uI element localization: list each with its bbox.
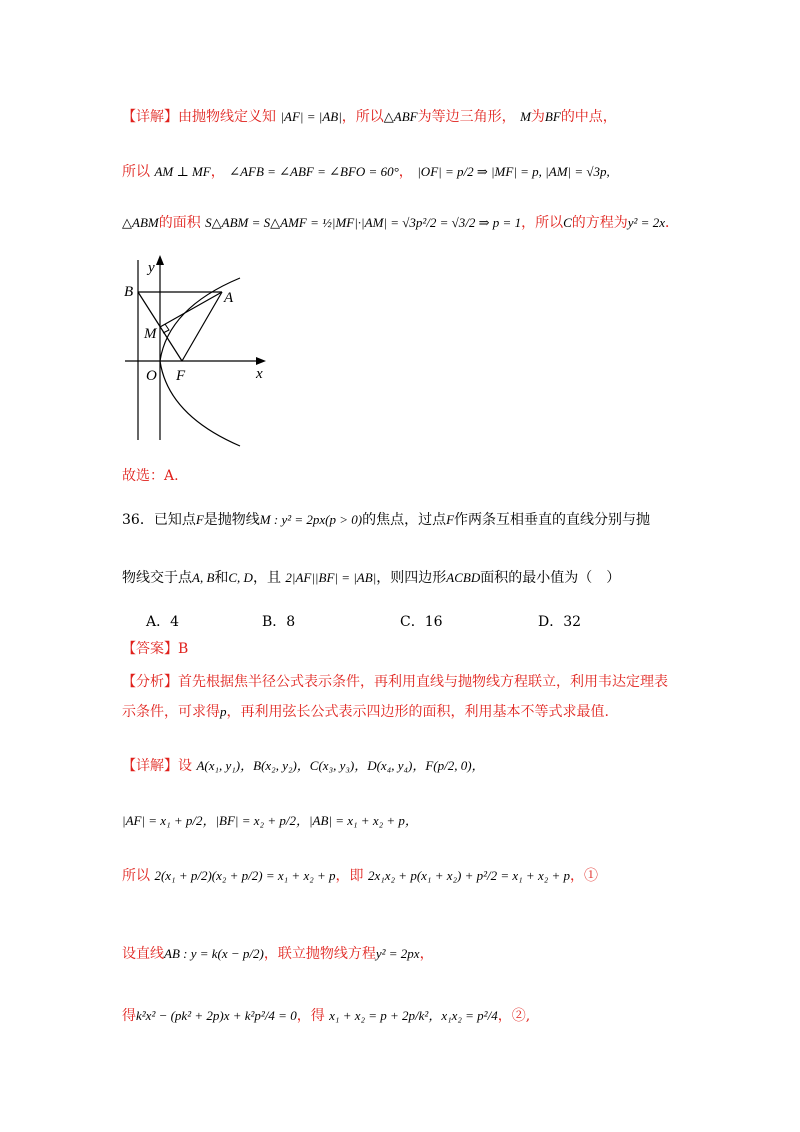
formula: y² = 2x bbox=[627, 215, 665, 230]
option-d: D．32 bbox=[538, 614, 582, 630]
x-axis-arrow bbox=[256, 357, 266, 365]
formula: F bbox=[195, 512, 204, 527]
formula: BF bbox=[544, 109, 561, 124]
option-b: B．8 bbox=[262, 614, 296, 630]
formula: |AF| = |AB| bbox=[280, 109, 342, 124]
formula: AM ⊥ MF bbox=[154, 164, 211, 179]
option-a: A．4 bbox=[146, 614, 180, 630]
label-x: x bbox=[256, 366, 263, 382]
formula: |AF| = x₁ + p/2，|BF| = x₂ + p/2，|AB| = x₁ + x₂ + p， bbox=[122, 813, 418, 828]
label-M: M bbox=[144, 326, 157, 342]
formula: C, D bbox=[228, 570, 253, 585]
answer-line: 【答案】B bbox=[122, 641, 189, 657]
formula: k²x² − (pk² + 2p)x + k²p²/4 = 0 bbox=[136, 1008, 297, 1023]
formula: A, B bbox=[192, 570, 215, 585]
formula: x₁ + x₂ = p + 2p/k²，x₁x₂ = p²/4 bbox=[329, 1008, 498, 1023]
segment-AF bbox=[182, 292, 222, 361]
formula: C bbox=[563, 215, 572, 230]
formula: 2(x₁ + p/2)(x₂ + p/2) = x₁ + x₂ + p bbox=[154, 868, 336, 883]
formula: ACBD bbox=[446, 570, 481, 585]
formula: M : y² = 2px(p > 0) bbox=[259, 512, 363, 527]
label-F: F bbox=[176, 368, 186, 384]
formula: △ABM bbox=[122, 215, 159, 230]
analysis-line-1: 【分析】首先根据焦半径公式表示条件，再利用直线与抛物线方程联立，利用韦达定理表 bbox=[122, 674, 668, 690]
detail-line-1: 【详解】由抛物线定义知 |AF| = |AB|，所以△ABF为等边三角形， M为BF的中点， bbox=[122, 109, 617, 125]
formula: M bbox=[520, 109, 531, 124]
y-axis-arrow bbox=[156, 255, 164, 265]
detail-tag: 【详解】 bbox=[122, 109, 178, 125]
label-A: A bbox=[224, 290, 234, 306]
option-c: C．16 bbox=[400, 614, 443, 630]
label-O: O bbox=[146, 368, 157, 384]
detail-line-3: △ABM的面积 S△ABM = S△AMF = ½|MF|·|AM| = √3p²/2 = √3/2 ⇒ p = 1，所以C的方程为y² = 2x． bbox=[122, 215, 679, 231]
label-B: B bbox=[124, 284, 134, 300]
formula: y² = 2px bbox=[375, 946, 420, 961]
detail-tag: 【详解】 bbox=[122, 758, 178, 774]
choice-line: 故选：A. bbox=[122, 468, 179, 484]
question-36-line-1: 36．已知点F是抛物线M : y² = 2px(p > 0)的焦点，过点F作两条互相垂直的直线分别与抛 bbox=[122, 512, 651, 528]
analysis-line-2: 示条件，可求得p，再利用弦长公式表示四边形的面积，利用基本不等式求最值. bbox=[122, 704, 609, 720]
detail-36-line-2 bbox=[122, 811, 418, 831]
formula: p bbox=[220, 704, 227, 719]
formula: AB : y = k(x − p/2) bbox=[164, 946, 264, 961]
formula: ∠AFB = ∠ABF = ∠BFO = 60° bbox=[229, 164, 399, 179]
segment-AM bbox=[160, 292, 222, 327]
formula: S△ABM = S△AMF = ½|MF|·|AM| = √3p²/2 = √3/2 ⇒ p = 1 bbox=[205, 215, 522, 230]
formula: 2x₁x₂ + p(x₁ + x₂) + p²/2 = x₁ + x₂ + p bbox=[367, 868, 571, 883]
detail-36-line-4: 设直线AB : y = k(x − p/2)，联立抛物线方程y² = 2px， bbox=[122, 946, 434, 962]
formula: |OF| = p/2 ⇒ |MF| = p, |AM| = √3p, bbox=[417, 164, 610, 179]
formula: F bbox=[446, 512, 455, 527]
detail-36-line-1: 【详解】设 A(x₁, y₁)，B(x₂, y₂)，C(x₃, y₃)，D(x₄, y₄)，F(p/2, 0)， bbox=[122, 758, 485, 774]
detail-line-2: 所以 AM ⊥ MF， ∠AFB = ∠ABF = ∠BFO = 60°， |OF| = p/2 ⇒ |MF| = p, |AM| = √3p, bbox=[122, 164, 610, 180]
question-36-line-2: 物线交于点A, B和C, D，且 2|AF||BF| = |AB|，则四边形ACBD面积的最小值为（ ） bbox=[122, 570, 621, 586]
formula: △ABF bbox=[383, 109, 418, 124]
detail-36-line-5: 得k²x² − (pk² + 2p)x + k²p²/4 = 0，得 x₁ + x₂ = p + 2p/k²，x₁x₂ = p²/4，②, bbox=[122, 1008, 531, 1024]
analysis-tag: 【分析】 bbox=[122, 674, 178, 690]
formula: 2|AF||BF| = |AB| bbox=[285, 570, 377, 585]
formula: A(x₁, y₁)，B(x₂, y₂)，C(x₃, y₃)，D(x₄, y₄)，F(p/2, 0)， bbox=[196, 758, 485, 773]
detail-36-line-3: 所以 2(x₁ + p/2)(x₂ + p/2) = x₁ + x₂ + p，即 2x₁x₂ + p(x₁ + x₂) + p²/2 = x₁ + x₂ + p，① bbox=[122, 868, 599, 884]
label-y: y bbox=[148, 260, 155, 276]
parabola-figure bbox=[110, 250, 280, 450]
